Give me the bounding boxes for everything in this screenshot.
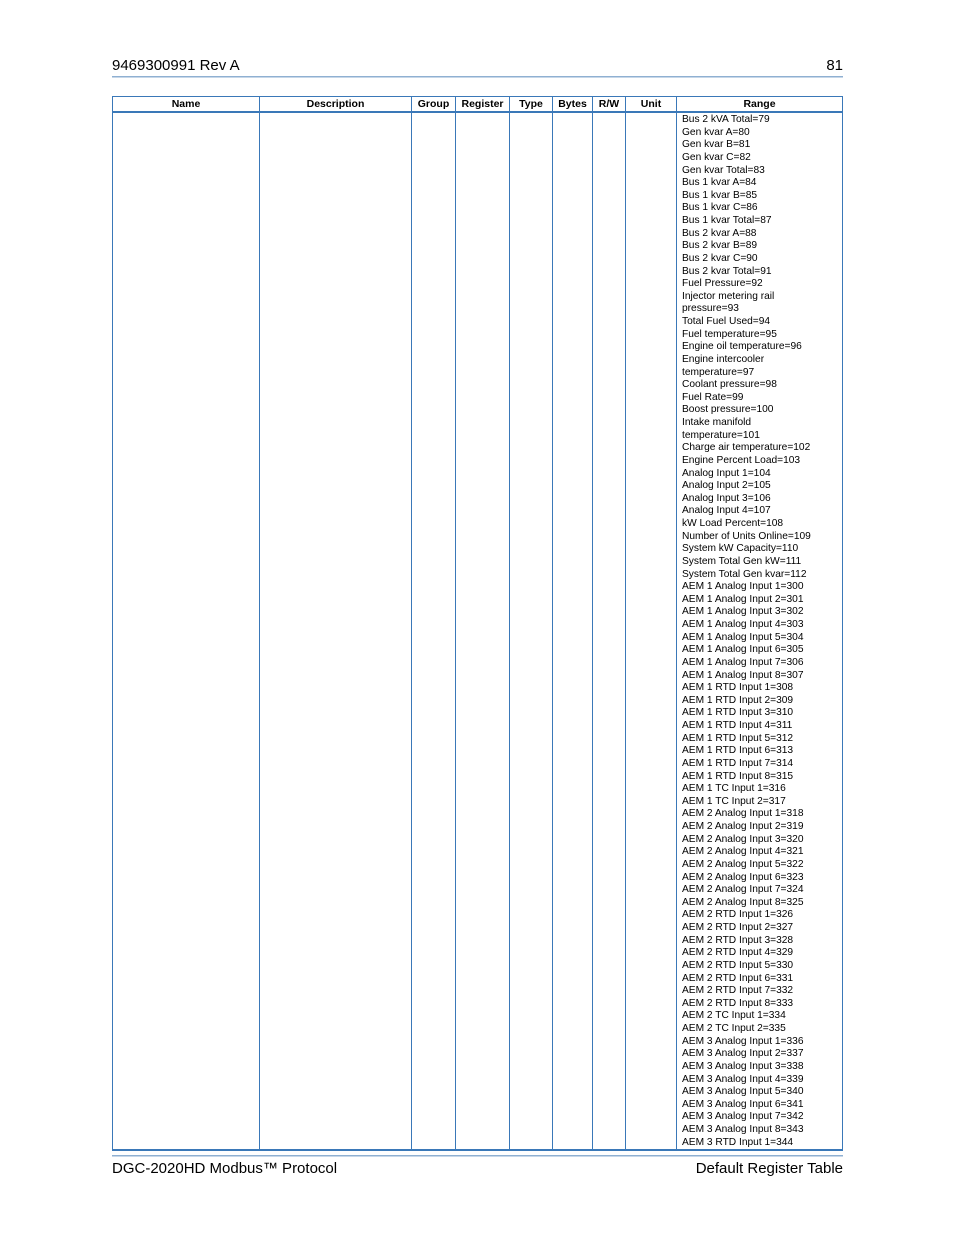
footer-document-title: DGC-2020HD Modbus™ Protocol	[112, 1160, 338, 1177]
document-number: 9469300991 Rev A	[112, 57, 240, 74]
range-entry: AEM 1 Analog Input 3=302	[682, 606, 804, 618]
column-header-range: Range	[677, 97, 843, 113]
range-entry: AEM 2 TC Input 2=335	[682, 1023, 786, 1034]
range-entry: AEM 1 RTD Input 2=309	[682, 694, 794, 706]
range-entry: Analog Input 1=104	[682, 467, 771, 479]
range-entry: AEM 1 Analog Input 8=307	[682, 669, 804, 681]
footer-section-title: Default Register Table	[695, 1160, 843, 1177]
range-entry: AEM 2 Analog Input 5=322	[682, 858, 804, 870]
unit-cell	[626, 112, 677, 1150]
range-entry: AEM 1 RTD Input 6=313	[682, 745, 794, 757]
range-entry: Analog Input 3=106	[682, 492, 771, 504]
range-entry: AEM 2 Analog Input 1=318	[682, 808, 804, 820]
range-entry: Charge air temperature=102	[682, 442, 811, 454]
range-entry: System Total Gen kvar=112	[682, 568, 807, 580]
page-number: 81	[826, 57, 843, 74]
range-entry: AEM 2 RTD Input 8=333	[682, 997, 794, 1009]
range-entry: Coolant pressure=98	[682, 379, 777, 391]
range-entry: Gen kvar C=82	[682, 151, 751, 163]
range-entry: AEM 2 RTD Input 5=330	[682, 959, 794, 971]
range-entry: AEM 2 RTD Input 2=327	[682, 922, 794, 933]
type-cell	[510, 112, 553, 1150]
register-cell	[456, 112, 510, 1150]
range-cell	[677, 112, 843, 1150]
range-entry: Bus 2 kvar B=89	[682, 240, 758, 252]
column-header-type: Type	[510, 97, 553, 113]
range-entry: AEM 3 Analog Input 8=343	[682, 1124, 804, 1135]
range-entry: Analog Input 4=107	[682, 505, 771, 517]
range-entry: AEM 1 Analog Input 5=304	[682, 631, 804, 643]
range-entry: Fuel temperature=95	[682, 328, 777, 340]
range-entry: System Total Gen kW=111	[682, 555, 802, 567]
range-entry: AEM 1 RTD Input 8=315	[682, 770, 794, 782]
column-header-unit: Unit	[626, 97, 677, 113]
range-entry: AEM 1 Analog Input 7=306	[682, 656, 804, 668]
range-entry: AEM 2 RTD Input 1=326	[682, 909, 794, 921]
range-entry: System kW Capacity=110	[682, 543, 799, 555]
range-entry: Bus 1 kvar A=84	[682, 177, 757, 189]
range-entry: AEM 3 Analog Input 6=341	[682, 1098, 804, 1110]
name-cell	[113, 112, 260, 1150]
range-entry: AEM 2 TC Input 1=334	[682, 1010, 786, 1022]
range-entry: AEM 3 Analog Input 1=336	[682, 1035, 804, 1047]
range-entry: Fuel Rate=99	[682, 391, 744, 403]
range-entry: Bus 1 kvar C=86	[682, 202, 758, 214]
range-entry: AEM 1 Analog Input 4=303	[682, 619, 804, 630]
table-header-row	[113, 97, 843, 113]
group-cell	[412, 112, 456, 1150]
range-entry: AEM 1 RTD Input 7=314	[682, 757, 794, 769]
range-entry: temperature=97	[682, 366, 755, 378]
table-row	[113, 112, 843, 1150]
range-entry: AEM 3 Analog Input 3=338	[682, 1060, 804, 1072]
range-entry: AEM 2 Analog Input 6=323	[682, 871, 804, 883]
column-header-rw: R/W	[593, 97, 626, 113]
range-entry: Gen kvar A=80	[682, 126, 750, 138]
range-entry: AEM 1 Analog Input 1=300	[682, 581, 804, 593]
range-entry: Fuel Pressure=92	[682, 278, 763, 290]
range-entry: AEM 2 RTD Input 3=328	[682, 934, 794, 946]
range-entry: Total Fuel Used=94	[682, 316, 771, 327]
range-entry: Bus 2 kvar C=90	[682, 252, 758, 264]
range-entry: Injector metering rail	[682, 290, 775, 302]
range-entry: AEM 2 Analog Input 3=320	[682, 833, 804, 845]
range-entry: temperature=101	[682, 429, 760, 441]
range-entry: Bus 1 kvar B=85	[682, 189, 758, 201]
range-entry: Number of Units Online=109	[682, 530, 811, 542]
range-entry: AEM 2 RTD Input 7=332	[682, 985, 794, 997]
range-entry: Intake manifold	[682, 417, 752, 428]
description-cell	[260, 112, 412, 1150]
range-entry: Bus 2 kVA Total=79	[682, 114, 770, 125]
page-header	[112, 57, 843, 77]
range-entry: pressure=93	[682, 303, 739, 315]
range-entry: AEM 3 Analog Input 7=342	[682, 1111, 804, 1123]
column-header-name: Name	[113, 97, 260, 113]
range-entry: Bus 2 kvar A=88	[682, 227, 757, 239]
range-entry: AEM 1 Analog Input 6=305	[682, 644, 804, 656]
register-table	[112, 96, 843, 1151]
range-entry: AEM 2 Analog Input 4=321	[682, 846, 804, 858]
range-entry: AEM 1 TC Input 2=317	[682, 795, 786, 807]
rw-cell	[593, 112, 626, 1150]
range-entry: AEM 3 Analog Input 2=337	[682, 1048, 804, 1060]
range-entry: AEM 1 RTD Input 4=311	[682, 720, 793, 731]
range-entry: AEM 2 Analog Input 2=319	[682, 821, 804, 832]
column-header-bytes: Bytes	[553, 97, 593, 113]
footer-rule	[112, 1155, 843, 1156]
range-entry: AEM 2 RTD Input 6=331	[682, 972, 794, 984]
range-entry: AEM 1 RTD Input 5=312	[682, 732, 794, 744]
range-entry: Engine oil temperature=96	[682, 341, 802, 353]
range-entry: AEM 1 RTD Input 1=308	[682, 682, 794, 694]
column-header-register: Register	[456, 97, 510, 113]
range-entry: AEM 1 RTD Input 3=310	[682, 707, 794, 719]
range-entry: kW Load Percent=108	[682, 518, 784, 529]
range-entry: AEM 2 Analog Input 8=325	[682, 896, 804, 908]
range-entry: Gen kvar Total=83	[682, 164, 765, 176]
column-header-group: Group	[412, 97, 456, 113]
range-entry: AEM 3 Analog Input 4=339	[682, 1073, 804, 1085]
page-footer	[112, 1160, 843, 1180]
range-entry: AEM 3 RTD Input 1=344	[682, 1136, 794, 1148]
range-entry: AEM 1 TC Input 1=316	[682, 783, 786, 795]
range-entry: Gen kvar B=81	[682, 139, 751, 151]
range-entry: Bus 2 kvar Total=91	[682, 265, 772, 277]
range-entry: AEM 1 Analog Input 2=301	[682, 593, 804, 605]
range-entry: AEM 3 Analog Input 5=340	[682, 1086, 804, 1098]
bytes-cell	[553, 112, 593, 1150]
header-rule	[112, 76, 843, 77]
range-entry: Engine Percent Load=103	[682, 454, 801, 466]
range-entry: Analog Input 2=105	[682, 480, 771, 492]
range-entry: AEM 2 Analog Input 7=324	[682, 884, 804, 896]
column-header-description: Description	[260, 97, 412, 113]
range-entry: Bus 1 kvar Total=87	[682, 215, 772, 226]
range-entry: AEM 2 RTD Input 4=329	[682, 947, 794, 959]
range-entry: Engine intercooler	[682, 353, 765, 365]
range-entry: Boost pressure=100	[682, 404, 774, 416]
